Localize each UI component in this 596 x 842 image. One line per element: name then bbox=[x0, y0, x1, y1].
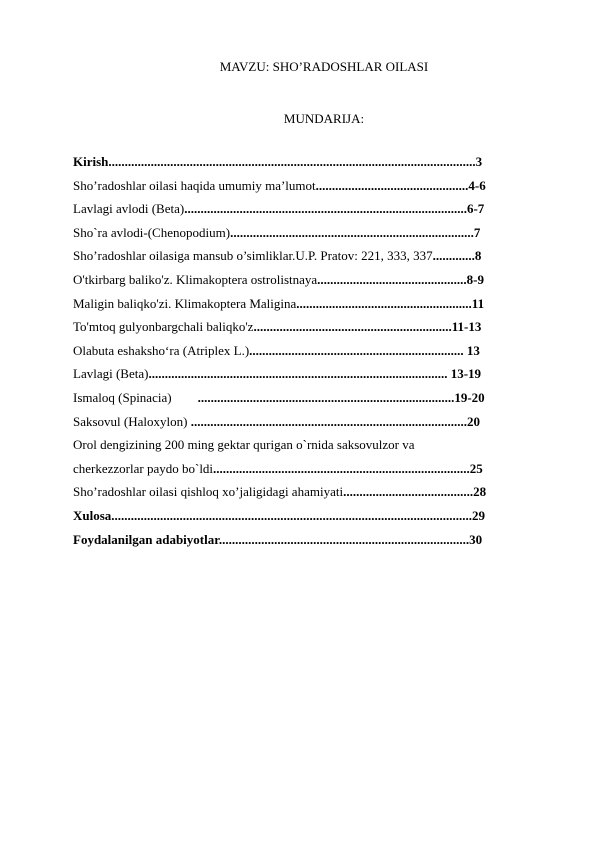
toc-entry-leader: ............................................................................................................... bbox=[111, 507, 473, 523]
toc-entry-title: Kirish bbox=[73, 154, 109, 169]
toc-entry-title: Maligin baliqko'zi. Klimakoptera Maligina bbox=[73, 295, 297, 311]
toc-entry-title: Sho’radoshlar oilasiga mansub o’simliklar.U.P. Pratov: 221, 333, 337 bbox=[73, 248, 433, 264]
toc-entry-foydalanilgan-adabiyotlar[interactable] bbox=[73, 528, 553, 552]
toc-entry-title: To'mtoq gulyonbargchali baliqko'z bbox=[73, 319, 254, 335]
toc-entry-page: 4-6 bbox=[468, 177, 486, 193]
toc-entry-xulosa[interactable] bbox=[73, 504, 553, 528]
toc-entry-page: 8-9 bbox=[466, 271, 485, 287]
toc-entry-leader: ....................................................................................... bbox=[184, 201, 467, 217]
toc-entry-page: 13-19 bbox=[447, 366, 482, 382]
toc-entry-leader: ............................................................................. bbox=[218, 531, 470, 547]
toc-entry-page: 25 bbox=[469, 460, 483, 476]
toc-entry-title: Olabuta eshaksho‘ra (Atriplex L.) bbox=[73, 342, 250, 358]
toc-entry-leader: ............................................... bbox=[315, 177, 469, 193]
toc-heading: MUNDARIJA: bbox=[283, 111, 365, 126]
toc-entry-page: 13 bbox=[463, 342, 480, 358]
toc-entry-leader: ..................................................................................... bbox=[190, 413, 467, 429]
toc-entry-umumiy-malumot[interactable] bbox=[73, 174, 553, 198]
toc-entry-page: 6-7 bbox=[466, 201, 485, 217]
toc-entry-leader: ............. bbox=[432, 248, 475, 264]
toc-entry-title: Sho`ra avlodi-(Chenopodium) bbox=[73, 224, 231, 240]
toc-entry-page: 3 bbox=[475, 154, 483, 169]
toc-entry-maligin-baliqkozi[interactable] bbox=[73, 292, 553, 316]
toc-entry-page: 7 bbox=[473, 224, 481, 240]
toc-entry-leader: ........................................................................... bbox=[230, 224, 474, 240]
toc-entry-title: Sho’radoshlar oilasi qishloq xo’jaligidagi ahamiyati bbox=[73, 484, 344, 500]
toc-entry-leader: .............................................. bbox=[317, 271, 467, 287]
toc-entry-mansub-osimliklar[interactable] bbox=[73, 244, 553, 268]
toc-entry-qishloq-xojaligi[interactable] bbox=[73, 480, 553, 504]
toc-entry-page: 29 bbox=[472, 507, 486, 523]
toc-entry-title: Xulosa bbox=[73, 507, 112, 523]
toc-entry-tomtoq-gulyonbargchali[interactable] bbox=[73, 315, 553, 339]
toc-entry-kirish[interactable] bbox=[73, 150, 553, 174]
toc-entry-leader: ............................................................................................ bbox=[148, 366, 448, 382]
toc-entry-page: 28 bbox=[473, 484, 487, 500]
toc-entry-title-line2: cherkezzorlar paydo bo`ldi bbox=[73, 460, 214, 476]
toc-entry-page: 20 bbox=[466, 413, 480, 429]
toc-entry-title-continued bbox=[73, 457, 553, 481]
table-of-contents bbox=[73, 150, 553, 551]
toc-entry-leader: .................................................................. bbox=[249, 342, 464, 358]
toc-entry-title: Orol dengizining 200 ming gektar qurigan o`rnida saksovulzor va bbox=[73, 437, 415, 453]
toc-entry-shora-avlodi[interactable] bbox=[73, 221, 553, 245]
toc-entry-olabuta-eshakshora[interactable] bbox=[73, 339, 553, 363]
toc-entry-page: 19-20 bbox=[454, 389, 485, 405]
toc-entry-leader: ............................................................. bbox=[253, 319, 452, 335]
toc-entry-page: 8 bbox=[474, 248, 482, 264]
toc-entry-otkirbarg-balikoz[interactable] bbox=[73, 268, 553, 292]
toc-entry-page: 30 bbox=[469, 531, 483, 547]
toc-entry-title: O'tkirbarg baliko'z. Klimakoptera ostrolistnaya bbox=[73, 271, 318, 287]
toc-entry-title: Lavlagi avlodi (Beta) bbox=[73, 201, 185, 217]
toc-entry-ismaloq[interactable] bbox=[73, 386, 553, 410]
toc-entry-title: Sho’radoshlar oilasi haqida umumiy ma’lumot bbox=[73, 177, 316, 193]
toc-entry-leader: ............................................................................... bbox=[197, 389, 455, 405]
toc-entry-lavlagi-beta[interactable] bbox=[73, 362, 553, 386]
toc-entry-saksovul[interactable] bbox=[73, 410, 553, 434]
toc-entry-page: 11-13 bbox=[451, 319, 482, 335]
toc-entry-title: Ismaloq (Spinacia) bbox=[73, 389, 198, 405]
toc-entry-leader: ................................................................................................................. bbox=[108, 154, 476, 169]
toc-entry-page: 11 bbox=[471, 295, 485, 311]
toc-entry-title: Lavlagi (Beta) bbox=[73, 366, 149, 382]
toc-entry-lavlagi-avlodi[interactable] bbox=[73, 197, 553, 221]
toc-entry-title: Foydalanilgan adabiyotlar bbox=[73, 531, 219, 547]
toc-entry-leader: ...................................................... bbox=[296, 295, 472, 311]
toc-entry-leader: ............................................................................... bbox=[213, 460, 470, 476]
toc-entry-leader: ........................................ bbox=[343, 484, 474, 500]
toc-entry-orol-dengizi[interactable] bbox=[73, 433, 553, 480]
page-title: MAVZU: SHO’RADOSHLAR OILASI bbox=[219, 59, 429, 74]
toc-entry-title: Saksovul (Haloxylon) bbox=[73, 413, 191, 429]
